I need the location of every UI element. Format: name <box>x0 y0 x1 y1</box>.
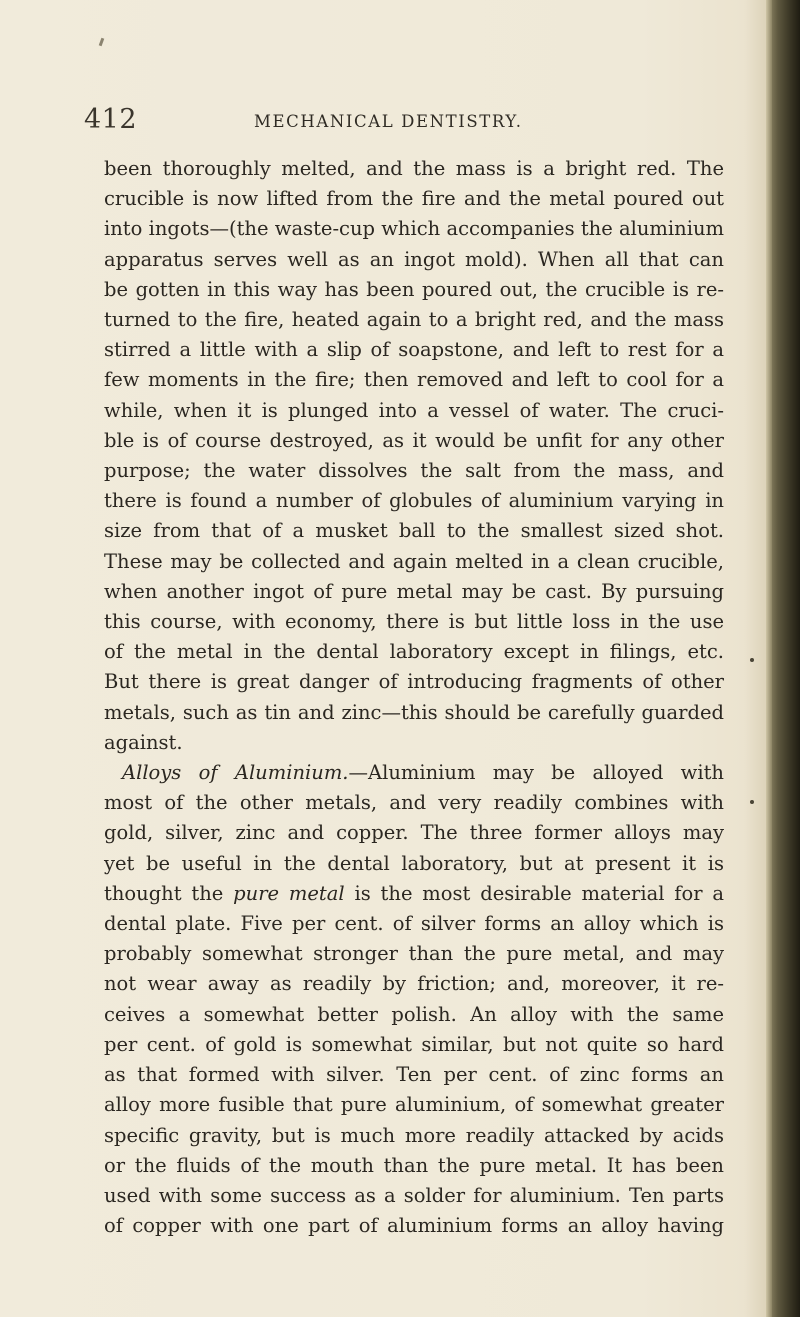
body-text <box>104 154 724 1241</box>
section-heading: Alloys of Aluminium. <box>122 761 349 785</box>
emphasis-text: pure metal <box>233 881 345 905</box>
text-line: ble is of course destroyed, as it would be unfit for any other <box>104 428 724 452</box>
text-line: used with some success as a solder for aluminium. Ten parts <box>104 1183 724 1207</box>
text-line: when another ingot of pure metal may be cast. By pursuing <box>104 579 724 603</box>
text-line: apparatus serves well as an ingot mold). When all that can <box>104 247 724 271</box>
text-line: of the metal in the dental laboratory except in filings, etc. <box>104 640 724 664</box>
text-span: is the most desirable material for a <box>344 881 724 905</box>
text-line: metals, such as tin and zinc—this should be carefully guarded <box>104 700 724 724</box>
text-line: turned to the fire, heated again to a bright red, and the mass <box>104 308 724 332</box>
text-line: yet be useful in the dental laboratory, but at present it is <box>104 851 724 875</box>
text-line: purpose; the water dissolves the salt from the mass, and <box>104 459 724 483</box>
text-line: be gotten in this way has been poured out, the crucible is re- <box>104 277 724 301</box>
text-line: been thoroughly melted, and the mass is a bright red. The <box>104 157 724 180</box>
text-span: thought the <box>104 881 234 905</box>
text-line: But there is great danger of introducing fragments of other <box>104 670 724 694</box>
text-line: into ingots—(the waste-cup which accompanies the aluminium <box>104 217 724 241</box>
text-line: most of the other metals, and very readily combines with <box>104 791 724 815</box>
text-line: against. <box>104 730 183 754</box>
page-speck <box>750 658 754 662</box>
text-line: size from that of a musket ball to the smallest sized shot. <box>104 519 724 543</box>
paragraph-continued <box>104 154 724 758</box>
text-line: while, when it is plunged into a vessel of water. The cruci- <box>104 398 724 422</box>
text-line: alloy more fusible that pure aluminium, of somewhat greater <box>104 1093 724 1117</box>
text-line: as that formed with silver. Ten per cent. of zinc forms an <box>104 1063 724 1087</box>
text-span: —Aluminium may be alloyed with <box>348 761 724 785</box>
text-line: These may be collected and again melted in a clean crucible, <box>104 549 724 573</box>
text-line: per cent. of gold is somewhat similar, but not quite so hard <box>104 1032 724 1056</box>
text-line: ceives a somewhat better polish. An alloy with the same <box>104 1002 724 1026</box>
text-line <box>104 879 724 909</box>
text-line: crucible is now lifted from the fire and the metal poured out <box>104 187 724 211</box>
book-spine-edge <box>766 0 800 1317</box>
text-line: of copper with one part of aluminium forms an alloy having <box>104 1214 724 1238</box>
page-header <box>84 104 724 144</box>
text-line: or the fluids of the mouth than the pure metal. It has been <box>104 1153 724 1177</box>
paragraph-alloys <box>104 758 724 1241</box>
text-line: this course, with economy, there is but little loss in the use <box>104 610 724 634</box>
text-line: few moments in the fire; then removed and left to cool for a <box>104 368 724 392</box>
text-line: there is found a number of globules of aluminium varying in <box>104 489 724 513</box>
page-number: 412 <box>84 104 138 135</box>
text-line: probably somewhat stronger than the pure metal, and may <box>104 942 724 966</box>
text-line: gold, silver, zinc and copper. The three former alloys may <box>104 821 724 845</box>
ink-mark <box>99 38 105 47</box>
text-line: specific gravity, but is much more readily attacked by acids <box>104 1123 724 1147</box>
text-line: not wear away as readily by friction; and, moreover, it re- <box>104 972 724 996</box>
page-speck <box>750 800 754 804</box>
running-head: MECHANICAL DENTISTRY. <box>254 112 523 131</box>
text-line: dental plate. Five per cent. of silver forms an alloy which is <box>104 912 724 936</box>
text-line: stirred a little with a slip of soapstone, and left to rest for a <box>104 338 724 362</box>
text-line <box>104 758 724 788</box>
